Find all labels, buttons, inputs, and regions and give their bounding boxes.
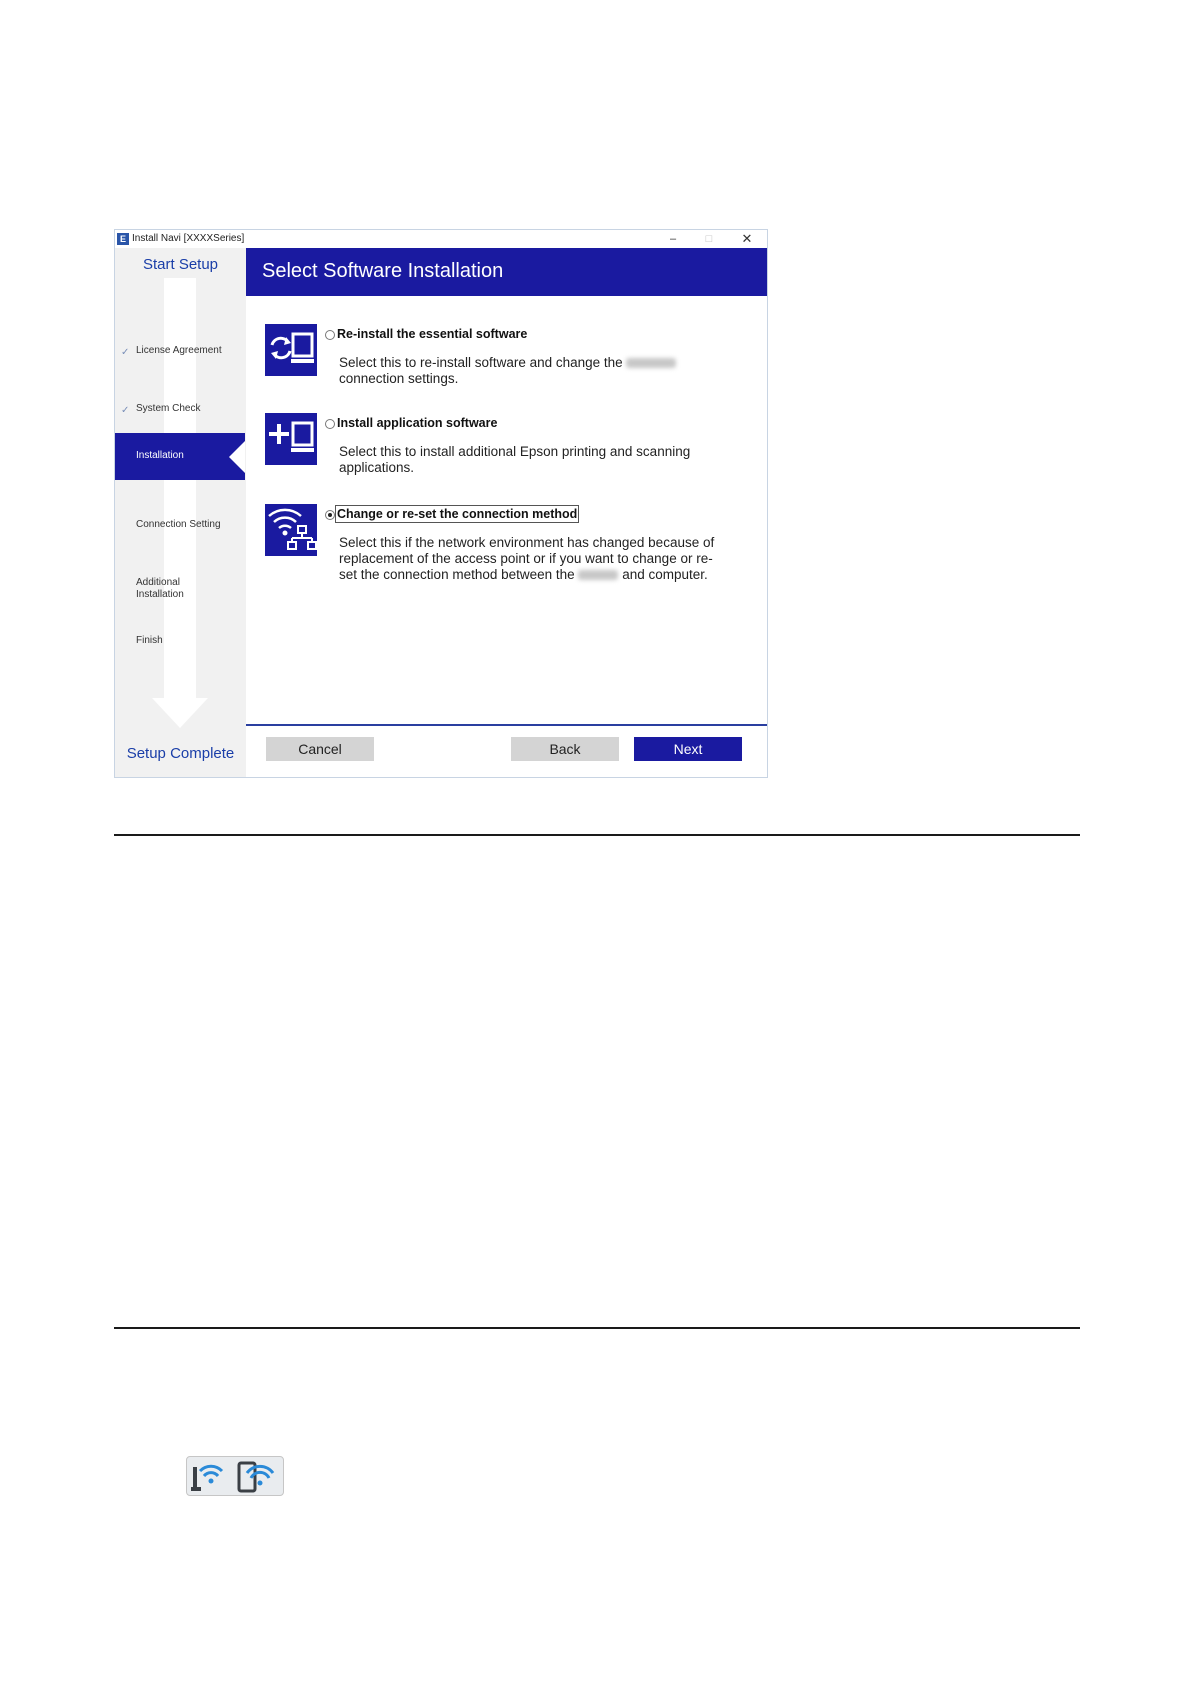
step-additional-installation [136, 577, 206, 601]
redacted-text [626, 358, 676, 368]
check-icon: ✓ [121, 347, 130, 358]
setup-complete-label: Setup Complete [126, 745, 235, 762]
maximize-button[interactable]: □ [705, 233, 713, 245]
back-button[interactable]: Back [511, 737, 619, 761]
install-application-radio[interactable] [325, 419, 335, 429]
window-title: Install Navi [XXXXSeries] [132, 233, 245, 244]
step-label: License Agreement [136, 345, 222, 356]
progress-sidebar [115, 248, 246, 777]
step-label: Connection Setting [136, 519, 221, 530]
step-connection-setting [136, 519, 221, 531]
title-bar [115, 230, 767, 248]
start-setup-label: Start Setup [142, 256, 219, 273]
wifi-connection-status-icon [186, 1456, 284, 1496]
section-divider [114, 1327, 1080, 1329]
app-icon: E [117, 233, 129, 245]
close-button[interactable]: ✕ [741, 231, 753, 246]
reinstall-radio[interactable] [325, 330, 335, 340]
option-description: Select this to re-install software and change the connection settings. [339, 355, 719, 387]
step-system-check [121, 403, 201, 416]
next-button[interactable]: Next [634, 737, 742, 761]
section-divider [114, 834, 1080, 836]
page-title: Select Software Installation [262, 260, 504, 282]
progress-arrow-head [152, 698, 208, 728]
step-finish [136, 635, 163, 647]
option-description: Select this to install additional Epson printing and scanning applications. [339, 444, 691, 475]
footer-divider [246, 724, 767, 726]
option-title[interactable]: Install application software [337, 416, 498, 430]
change-connection-radio[interactable] [325, 510, 335, 520]
wifi-network-icon [265, 504, 317, 556]
minimize-button[interactable]: – [669, 233, 677, 245]
option-title[interactable]: Re-install the essential software [337, 327, 528, 341]
redacted-text [578, 570, 618, 580]
step-label: System Check [136, 403, 201, 414]
step-label: Installation [136, 450, 184, 461]
check-icon: ✓ [121, 405, 130, 416]
step-installation-active [115, 433, 245, 480]
reinstall-icon [265, 324, 317, 376]
option-title[interactable]: Change or re-set the connection method [337, 507, 578, 521]
progress-arrow-shaft [164, 278, 196, 698]
add-application-icon [265, 413, 317, 465]
page-header [246, 248, 767, 296]
cancel-button[interactable]: Cancel [266, 737, 374, 761]
installer-window [114, 229, 768, 778]
step-label: Finish [136, 635, 163, 646]
option-description: Select this if the network environment has changed because of replacement of the access point or if you want to change or re-set the connection method between the and computer. [339, 535, 715, 582]
step-label: Additional Installation [136, 577, 184, 600]
step-license-agreement [121, 345, 222, 358]
